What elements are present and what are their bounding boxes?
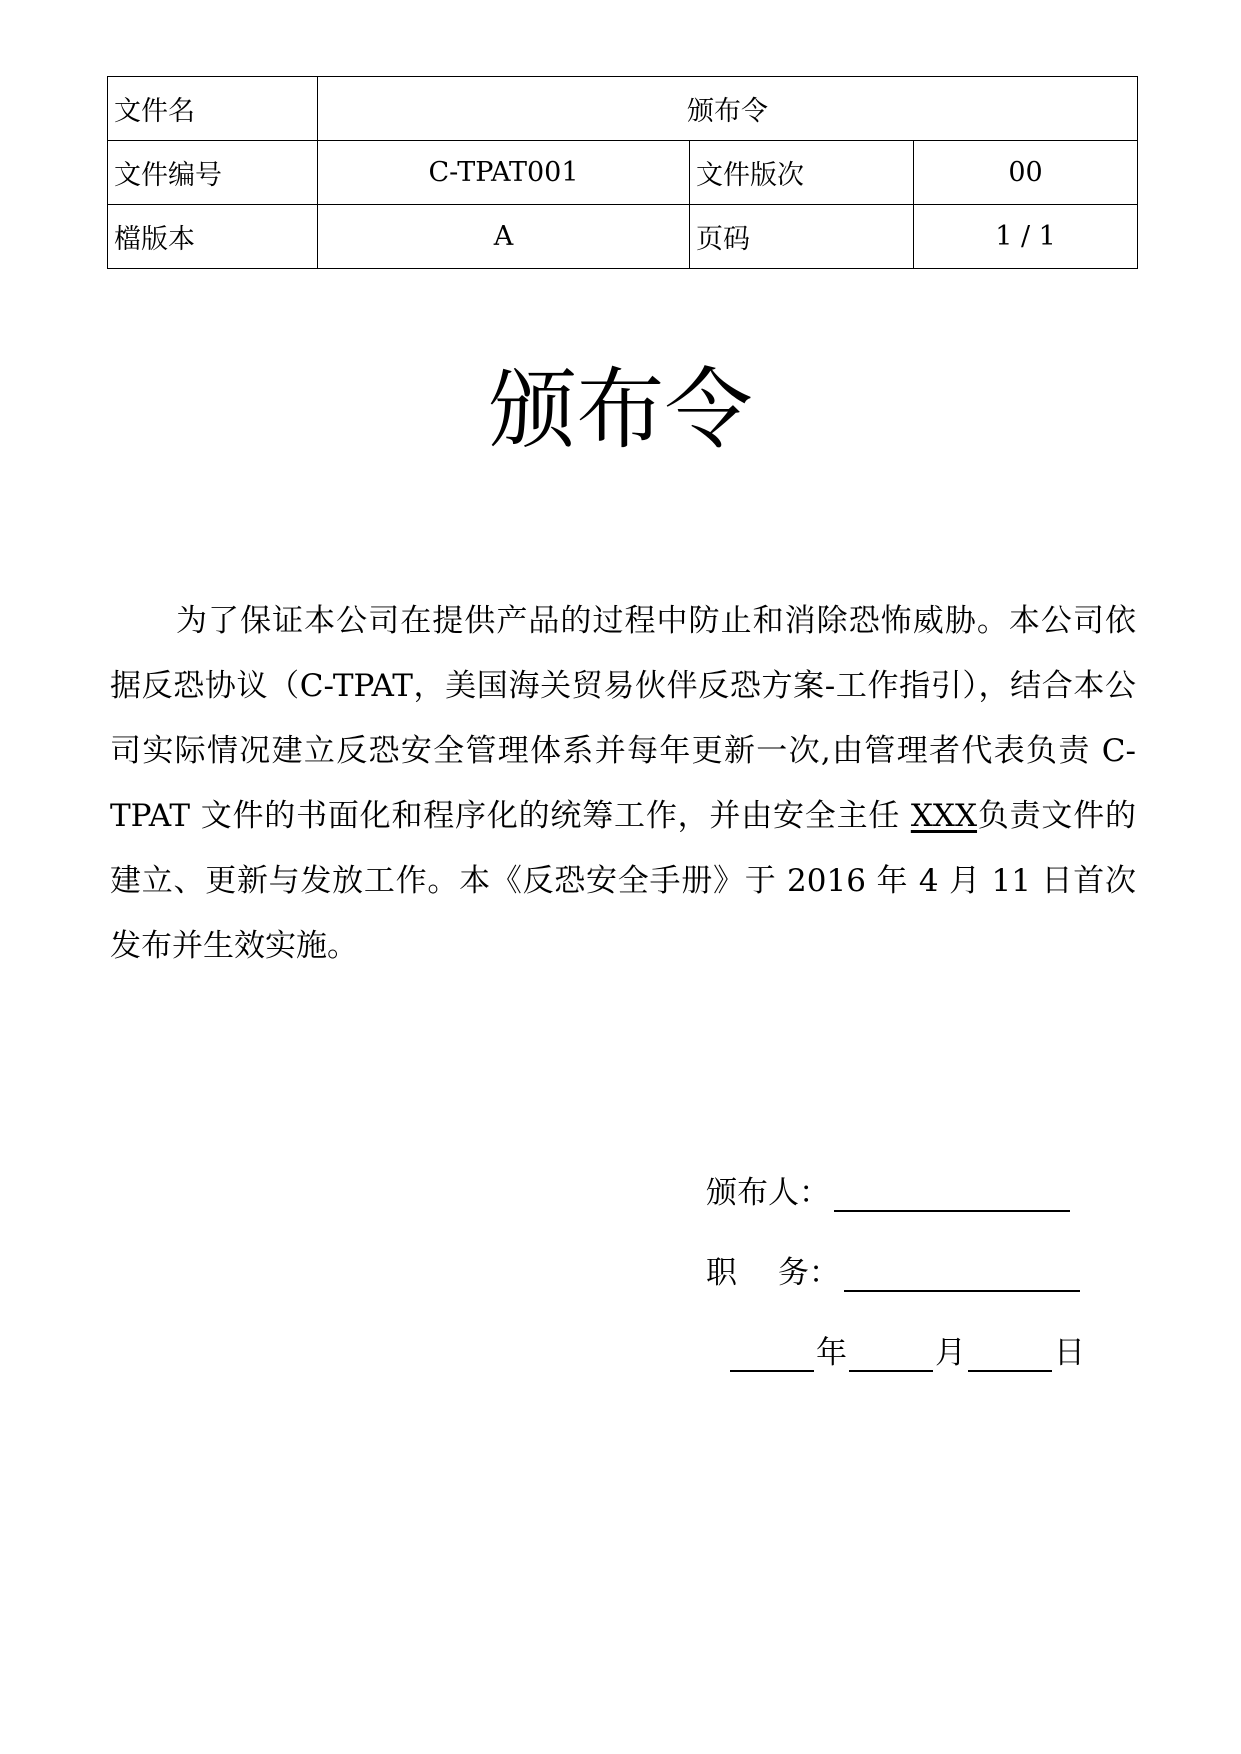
month-blank[interactable] bbox=[849, 1336, 933, 1372]
file-name-value: 颁布令 bbox=[318, 77, 1138, 141]
file-version-value: 00 bbox=[914, 141, 1138, 205]
edition-label: 檔版本 bbox=[108, 205, 318, 269]
issuer-label: 颁布人： bbox=[706, 1175, 830, 1211]
day-blank[interactable] bbox=[968, 1336, 1052, 1372]
header-row-file-number bbox=[108, 141, 1138, 205]
file-version-label: 文件版次 bbox=[690, 141, 914, 205]
document-header-table bbox=[107, 76, 1138, 269]
file-name-label: 文件名 bbox=[108, 77, 318, 141]
month-unit: 月 bbox=[935, 1335, 966, 1371]
issuer-row bbox=[706, 1132, 1126, 1212]
signature-block bbox=[706, 1132, 1126, 1372]
header-row-edition bbox=[108, 205, 1138, 269]
page-number-label: 页码 bbox=[690, 205, 914, 269]
day-unit: 日 bbox=[1054, 1335, 1085, 1371]
body-paragraph bbox=[110, 589, 1136, 979]
body-text-after: 负责文件的建立、更新与发放工作。本《反恐安全手册》于 2016 年 4 月 11 日首次发布并生效实施。 bbox=[110, 798, 1136, 964]
file-number-label: 文件编号 bbox=[108, 141, 318, 205]
file-number-value: C-TPAT001 bbox=[318, 141, 690, 205]
year-unit: 年 bbox=[816, 1335, 847, 1371]
position-row bbox=[706, 1212, 1126, 1292]
position-label: 职 务： bbox=[706, 1255, 840, 1291]
security-officer-name: XXX bbox=[910, 798, 978, 834]
date-row bbox=[706, 1292, 1126, 1372]
position-signature-line[interactable] bbox=[844, 1256, 1080, 1292]
document-title: 颁布令 bbox=[488, 358, 753, 461]
edition-value: A bbox=[318, 205, 690, 269]
issuer-signature-line[interactable] bbox=[834, 1176, 1070, 1212]
body-text-before: 为了保证本公司在提供产品的过程中防止和消除恐怖威胁。本公司依据反恐协议（C-TPAT，美国海关贸易伙伴反恐方案-工作指引），结合本公司实际情况建立反恐安全管理体系并每年更新一次,由管理者代表负责 C-TPAT 文件的书面化和程序化的统筹工作，并由安全主任 bbox=[110, 603, 1136, 834]
page-number-value: 1 / 1 bbox=[914, 205, 1138, 269]
header-row-file-name bbox=[108, 77, 1138, 141]
year-blank[interactable] bbox=[730, 1336, 814, 1372]
